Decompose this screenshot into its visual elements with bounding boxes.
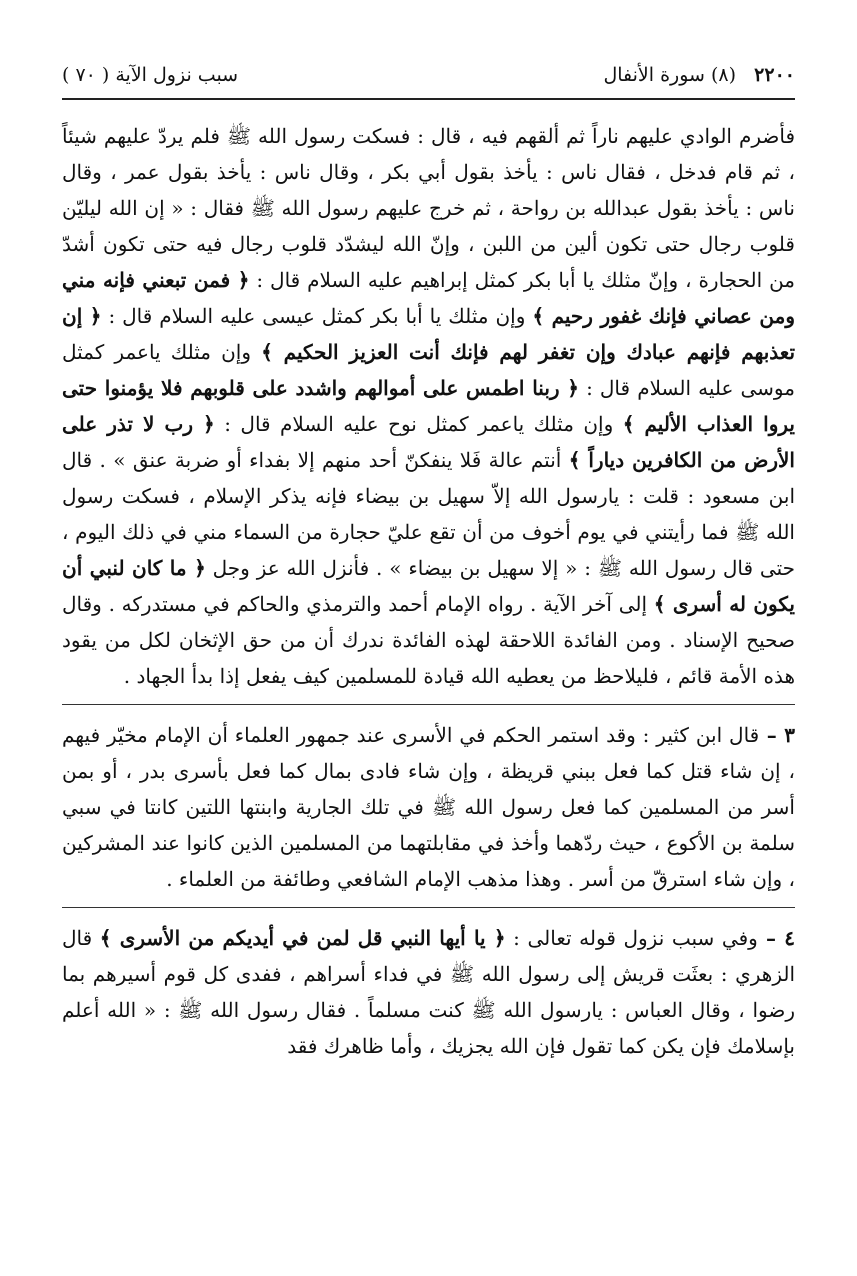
text-segment: وإن مثلك ياعمر كمثل موسى عليه السلام قال : [62, 340, 795, 400]
quran-verse: ﴿ ربنا اطمس على أموالهم واشدد على قلوبهم فلا يؤمنوا حتى يروا العذاب الأليم ﴾ [62, 376, 795, 436]
text-segment: إلى آخر الآية . رواه الإمام أحمد والترمذي والحاكم في مستدركه . وقال صحيح الإسناد . ومن الفائدة اللاحقة لهذه الفائدة ندرك أن من حق الإثخان لكل من يقود هذه الأمة قائم ، فليلاحظ من يعطيه الله قيادة للمسلمين كيف يفعل إذا بدأ الجهاد . [62, 592, 795, 688]
text-segment: وإن مثلك يا أبا بكر كمثل عيسى عليه السلام قال : [101, 304, 533, 328]
section-divider [62, 704, 795, 705]
running-title: سبب نزول الآية ( ٧٠ ) [62, 64, 239, 86]
paragraph-number: ٤ – [757, 926, 795, 950]
paragraph [62, 717, 795, 897]
quran-verse: ﴿ يا أيها النبي قل لمن في أيديكم من الأسرى ﴾ [99, 926, 506, 950]
text-segment: فأضرم الوادي عليهم ناراً ثم ألقهم فيه ، قال : فسكت رسول الله ﷺ فلم يردّ عليهم شيئاً ، ثم قام فدخل ، فقال ناس : يأخذ بقول أبي بكر ، وقال ناس : يأخذ بقول عمر ، وقال ناس : يأخذ بقول عبدالله بن رواحة ، ثم خرج عليهم رسول الله ﷺ فقال : « إن الله ليليّن قلوب رجال حتى تكون ألين من اللبن ، وإنّ الله ليشدّد قلوب رجال فيه حتى تكون أشدّ من الحجارة ، وإنّ مثلك يا أبا بكر كمثل إبراهيم عليه السلام قال : [62, 124, 796, 292]
paragraph [62, 118, 795, 694]
text-segment: وإن مثلك ياعمر كمثل نوح عليه السلام قال : [214, 412, 623, 436]
text-segment: قال ابن كثير : وقد استمر الحكم في الأسرى عند جمهور العلماء أن الإمام مخيّر فيهم ، إن شاء قتل كما فعل ببني قريظة ، وإن شاء فادى بمال كما فعل بأسرى بدر ، أو بمن أسر من المسلمين كما فعل رسول الله ﷺ في تلك الجارية وابنتها اللتين كانتا في سبي سلمة بن الأكوع ، حيث ردّهما وأخذ في مقابلتهما من المسلمين الذين كانوا عند المشركين ، وإن شاء استرقّ من أسر . وهذا مذهب الإمام الشافعي وطائفة من العلماء . [62, 723, 795, 891]
header-right [603, 64, 795, 86]
surah-title: (٨) سورة الأنفال [603, 64, 737, 86]
quran-verse: ﴿ ما كان لنبي أن يكون له أسرى ﴾ [62, 556, 796, 616]
paragraph [62, 920, 795, 1064]
quran-verse: ﴿ إن تعذبهم فإنهم عبادك وإن تغفر لهم فإنك أنت العزيز الحكيم ﴾ [62, 304, 796, 364]
page-body [62, 118, 795, 1064]
text-segment: قال الزهري : بعثَت قريش إلى رسول الله ﷺ في فداء أسراهم ، ففدى كل قوم أسيرهم بما رضوا ، وقال العباس : يارسول الله ﷺ كنت مسلماً . فقال رسول الله ﷺ : « الله أعلم بإسلامك فإن يكن كما تقول فإن الله يجزيك ، وأما ظاهرك فقد [62, 926, 795, 1058]
text-segment: وفي سبب نزول قوله تعالى : [505, 926, 758, 950]
quran-verse: ﴿ فمن تبعني فإنه مني ومن عصاني فإنك غفور رحيم ﴾ [62, 268, 795, 328]
header-rule [62, 98, 795, 100]
paragraph-number: ٣ – [759, 723, 795, 747]
page-number: ٢٢٠٠ [754, 64, 795, 86]
section-divider [62, 907, 795, 908]
page-header [62, 58, 795, 92]
quran-verse: ﴿ رب لا تذر على الأرض من الكافرين دياراً ﴾ [62, 412, 795, 472]
text-segment: أنتم عالة فَلا ينفكنّ أحد منهم إلا بفداء أو ضربة عنق » . قال ابن مسعود : قلت : يارسول الله إلاّ سهيل بن بيضاء فإنه يذكر الإسلام ، فسكت رسول الله ﷺ فما رأيتني في يوم أخوف من أن تقع عليّ حجارة من السماء مني في ذلك اليوم ، حتى قال رسول الله ﷺ : « إلا سهيل بن بيضاء » . فأنزل الله عز وجل [62, 448, 796, 580]
